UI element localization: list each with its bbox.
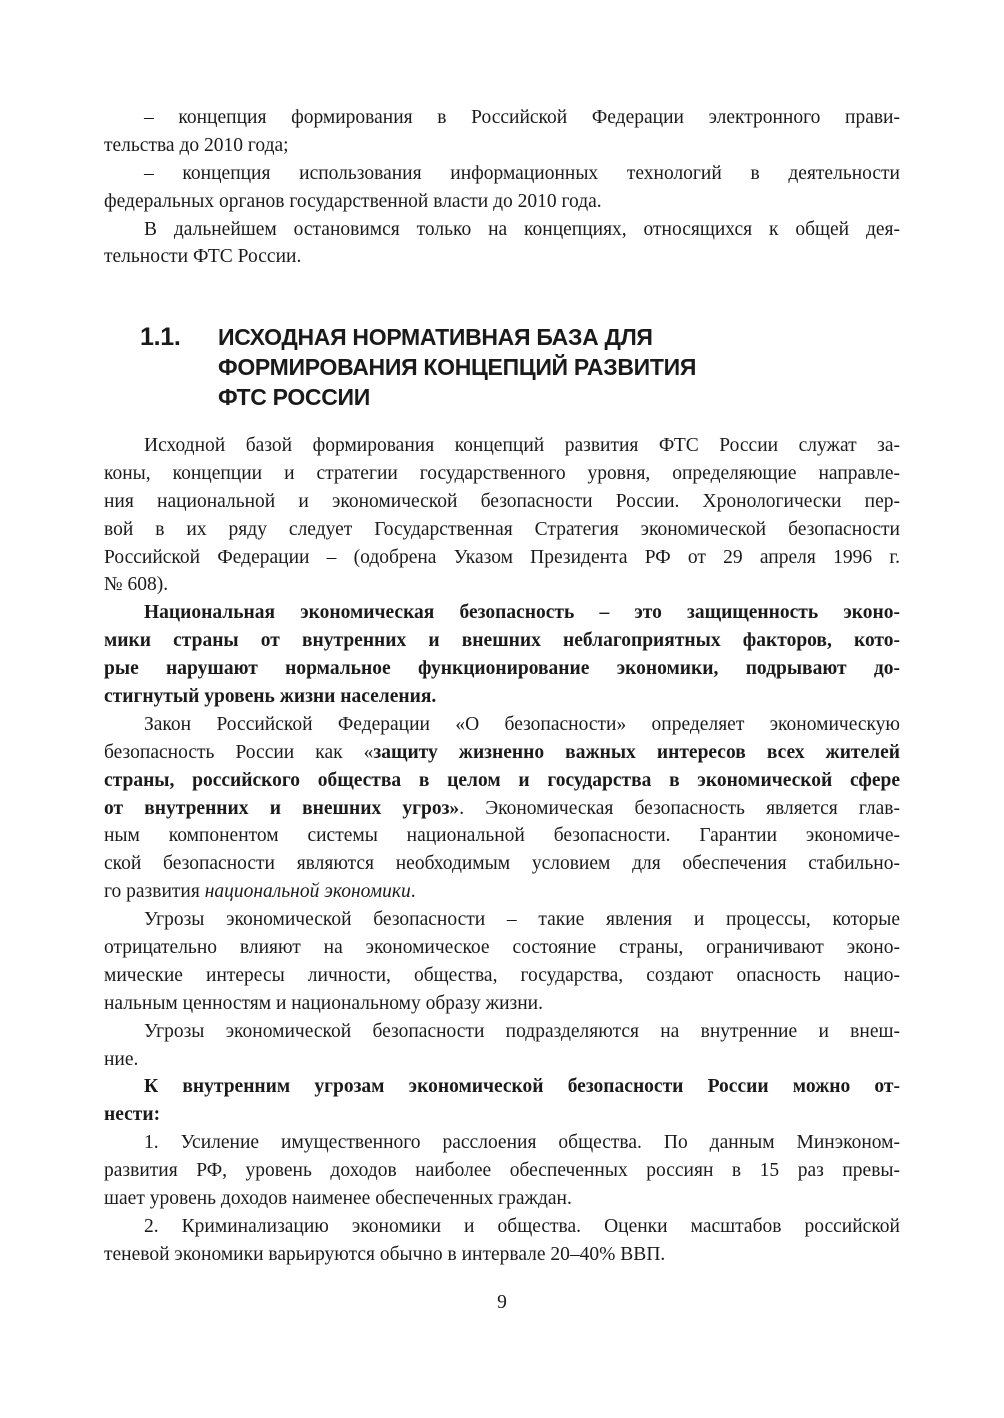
text-segment: развития РФ, уровень доходов наиболее обеспеченных россиян в 15 раз превы- <box>104 1160 900 1182</box>
bold-text: К внутренним угрозам экономической безопасности России можно от- <box>144 1076 900 1098</box>
bold-text: нести: <box>104 1104 161 1126</box>
text-segment: федеральных органов государственной власти до 2010 года. <box>104 190 602 212</box>
section-title-line: ФОРМИРОВАНИЯ КОНЦЕПЦИЙ РАЗВИТИЯ <box>218 354 697 380</box>
text-line <box>104 962 900 990</box>
text-segment: ние. <box>104 1048 139 1070</box>
text-line <box>104 822 900 850</box>
text-segment: – концепция формирования в Российской Федерации электронного прави- <box>144 107 900 128</box>
text-segment: ской безопасности являются необходимым условием для обеспечения стабильно- <box>104 853 900 875</box>
text-line <box>104 599 900 627</box>
text-segment: нальным ценностям и национальному образу жизни. <box>104 992 543 1014</box>
bold-text: стигнутый уровень жизни населения. <box>104 686 437 708</box>
text-line <box>104 655 900 683</box>
text-segment: го развития <box>104 881 205 903</box>
text-segment: теневой экономики варьируются обычно в интервале 20–40% ВВП. <box>104 1243 666 1265</box>
text-line <box>104 990 900 1018</box>
text-segment: . <box>410 881 416 903</box>
text-segment: Угрозы экономической безопасности подразделяются на внутренние и внеш- <box>144 1020 900 1042</box>
text-segment: . Экономическая безопасность является глав- <box>459 797 900 819</box>
text-segment: – концепция использования информационных технологий в деятельности <box>144 162 900 184</box>
text-line <box>104 1185 900 1213</box>
text-line <box>104 571 900 599</box>
section-body <box>104 432 900 1269</box>
text-segment: шает уровень доходов наименее обеспеченных граждан. <box>104 1188 572 1210</box>
text-line <box>104 132 900 160</box>
text-line <box>104 878 900 906</box>
text-line <box>104 1046 900 1074</box>
text-line <box>104 850 900 878</box>
text-line <box>104 188 900 216</box>
text-line <box>104 711 900 739</box>
text-line <box>104 243 900 271</box>
text-segment: 1. Усиление имущественного расслоения общества. По данным Минэконом- <box>144 1132 900 1154</box>
text-line <box>104 460 900 488</box>
text-line <box>104 1073 900 1101</box>
text-segment: Российской Федерации – (одобрена Указом Президента РФ от 29 апреля 1996 г. <box>104 546 900 568</box>
bold-text: защиту жизненно важных интересов всех жителей <box>373 741 900 763</box>
text-line <box>104 1241 900 1269</box>
section-number: 1.1. <box>140 323 181 351</box>
bold-text: Национальная экономическая безопасность – это защищенность эконо- <box>144 602 900 624</box>
text-line <box>104 906 900 934</box>
text-segment: ным компонентом системы национальной безопасности. Гарантии экономиче- <box>104 825 900 847</box>
section-title <box>218 322 696 412</box>
text-segment: Закон Российской Федерации «О безопасности» определяет экономическую <box>144 713 900 735</box>
text-segment: отрицательно влияют на экономическое состояние страны, ограничивают эконо- <box>104 937 900 959</box>
text-segment: безопасность России как « <box>104 741 374 763</box>
text-segment: В дальнейшем остановимся только на концепциях, относящихся к общей дея- <box>144 218 900 240</box>
text-line <box>104 683 900 711</box>
text-segment: коны, концепции и стратегии государственного уровня, определяющие направле- <box>104 462 900 484</box>
text-line <box>104 767 900 795</box>
text-line <box>104 1213 900 1241</box>
text-line <box>104 1101 900 1129</box>
text-line <box>104 488 900 516</box>
text-line <box>104 1018 900 1046</box>
bold-text: от внутренних и внешних угроз» <box>104 797 460 819</box>
text-segment: № 608). <box>104 574 169 596</box>
text-line <box>104 516 900 544</box>
text-line <box>104 1129 900 1157</box>
text-line <box>104 627 900 655</box>
italic-text: национальной экономики <box>204 881 411 903</box>
text-line <box>104 934 900 962</box>
bold-text: страны, российского общества в целом и государства в экономической сфере <box>104 769 900 791</box>
bold-text: мики страны от внутренних и внешних неблагоприятных факторов, кото- <box>104 630 900 652</box>
text-line <box>104 160 900 188</box>
text-segment: Исходной базой формирования концепций развития ФТС России служат за- <box>144 435 900 456</box>
text-segment: тельства до 2010 года; <box>104 134 289 156</box>
text-line <box>104 216 900 244</box>
text-line <box>104 795 900 823</box>
text-segment: тельности ФТС России. <box>104 246 302 268</box>
text-line <box>104 739 900 767</box>
intro-text <box>104 104 900 271</box>
text-segment: 2. Криминализацию экономики и общества. Оценки масштабов российской <box>144 1215 900 1237</box>
page-number: 9 <box>497 1292 507 1313</box>
section-title-line: ИСХОДНАЯ НОРМАТИВНАЯ БАЗА ДЛЯ <box>218 324 653 350</box>
text-segment: мические интересы личности, общества, государства, создают опасность нацио- <box>104 964 900 986</box>
text-line <box>104 544 900 572</box>
text-line <box>104 1157 900 1185</box>
section-title-line: ФТС РОССИИ <box>218 384 371 410</box>
text-segment: Угрозы экономической безопасности – такие явления и процессы, которые <box>144 909 900 931</box>
text-segment: вой в их ряду следует Государственная Стратегия экономической безопасности <box>104 518 900 540</box>
text-line <box>104 104 900 132</box>
text-segment: ния национальной и экономической безопасности России. Хронологически пер- <box>104 490 900 512</box>
text-line <box>104 432 900 460</box>
bold-text: рые нарушают нормальное функционирование экономики, подрывают до- <box>104 658 900 680</box>
